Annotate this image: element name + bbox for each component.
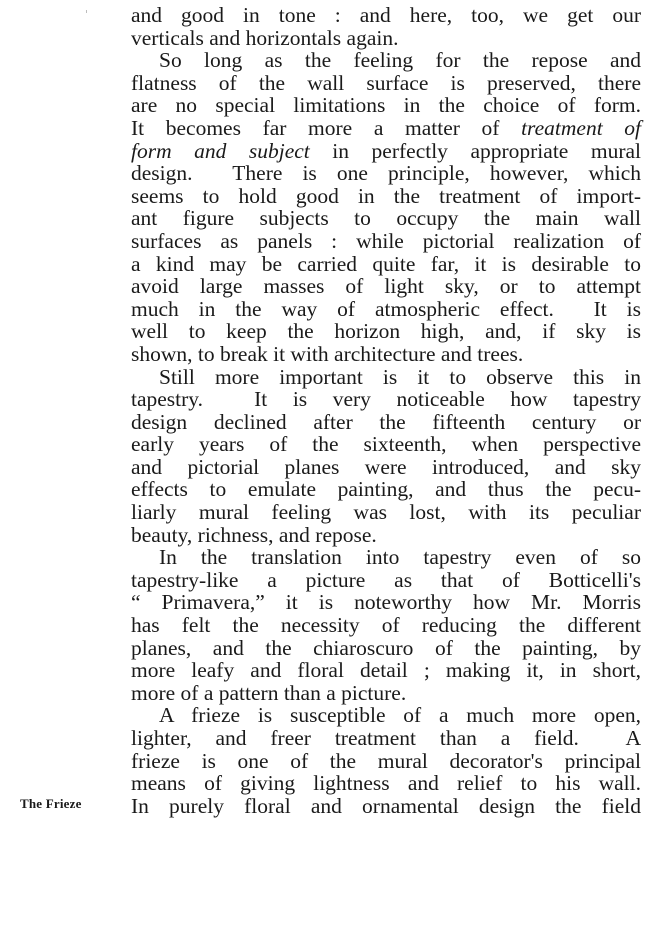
text-line: more of a pattern than a picture. <box>131 680 407 705</box>
text-line: tapestry-like a picture as that of Botticelli's <box>131 567 641 592</box>
margin-note: The Frieze <box>20 796 82 811</box>
text-line <box>131 117 641 140</box>
text-line: In the translation into tapestry even of so <box>159 545 641 570</box>
text-line: and pictorial planes were introduced, and sky <box>131 454 641 479</box>
text-line: design. There is one principle, however, which <box>131 161 641 186</box>
text-line: has felt the necessity of reducing the different <box>131 613 641 638</box>
text-line <box>131 140 641 163</box>
text-line: planes, and the chiaroscuro of the painting, by <box>131 635 641 660</box>
text-line: and good in tone : and here, too, we get our <box>131 3 641 27</box>
text-line: Still more important is it to observe this in <box>159 364 641 389</box>
text-line: “ Primavera,” it is noteworthy how Mr. Morris <box>131 590 641 615</box>
italic-run: treatment of <box>521 115 642 140</box>
italic-run: form and subject <box>131 138 310 163</box>
text-line: lighter, and freer treatment than a field. A <box>131 726 641 750</box>
text-line: A frieze is susceptible of a much more open, <box>159 703 641 728</box>
text-line: well to keep the horizon high, and, if sky is <box>131 319 641 344</box>
text-line: shown, to break it with architecture and trees. <box>131 341 524 366</box>
text-line: So long as the feeling for the repose and <box>159 48 641 73</box>
body-text <box>131 4 641 817</box>
text-line: verticals and horizontals again. <box>131 25 399 50</box>
text-line: more leafy and floral detail ; making it, in short, <box>131 658 641 683</box>
text-line: design declined after the fifteenth century or <box>131 409 641 434</box>
text-line: avoid large masses of light sky, or to attempt <box>131 274 641 299</box>
text-line: are no special limitations in the choice of form. <box>131 93 641 118</box>
text-line: In purely floral and ornamental design the field <box>131 793 641 818</box>
text-line: flatness of the wall surface is preserved, there <box>131 70 641 95</box>
stray-mark <box>86 10 87 13</box>
text-line: liarly mural feeling was lost, with its peculiar <box>131 500 641 525</box>
text-run: It becomes far more a matter of <box>131 115 522 140</box>
text-line: effects to emulate painting, and thus the pecu- <box>131 477 641 502</box>
text-line: much in the way of atmospheric effect. It is <box>131 296 641 321</box>
text-line: seems to hold good in the treatment of import- <box>131 183 641 208</box>
text-line: early years of the sixteenth, when perspective <box>131 432 641 457</box>
text-line: tapestry. It is very noticeable how tapestry <box>131 387 641 412</box>
text-line: surfaces as panels : while pictorial realization of <box>131 228 641 253</box>
text-line: means of giving lightness and relief to his wall. <box>131 771 641 796</box>
text-run: in perfectly appropriate mural <box>309 138 641 163</box>
text-line: frieze is one of the mural decorator's principal <box>131 748 641 773</box>
text-line: a kind may be carried quite far, it is desirable to <box>131 251 641 276</box>
text-line: beauty, richness, and repose. <box>131 522 377 547</box>
text-line: ant figure subjects to occupy the main wall <box>131 206 641 231</box>
